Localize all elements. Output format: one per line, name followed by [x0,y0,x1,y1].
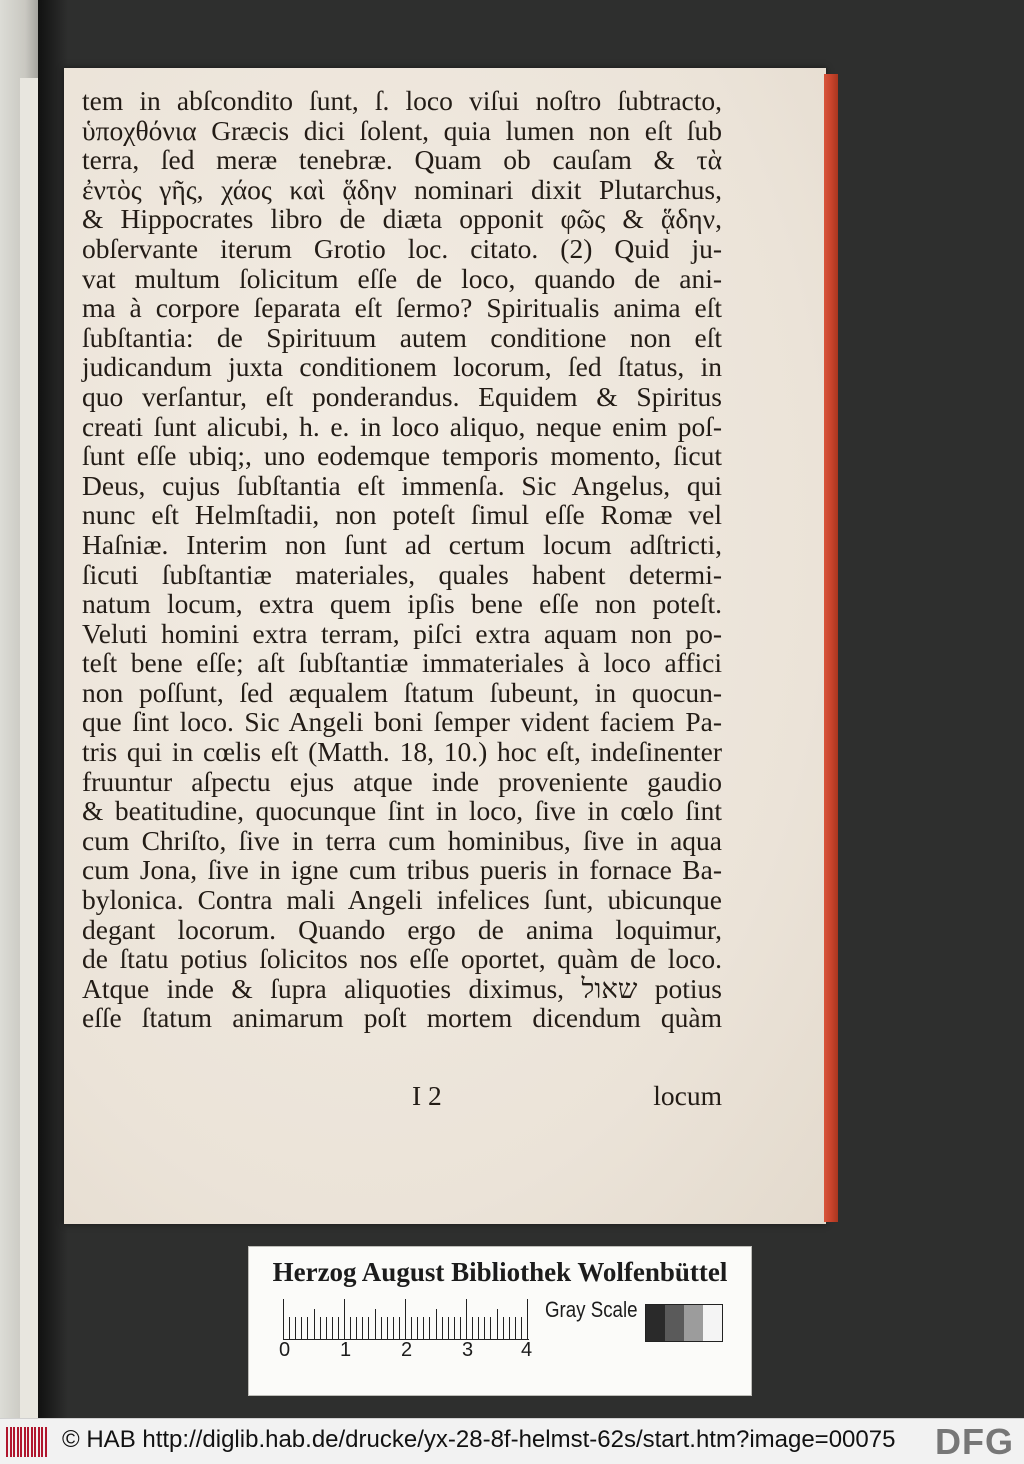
text-line: ὑποχθόνια Græcis dici ſolent, quia lumen non eſt ſub [82,114,722,146]
ruler-tick [466,1299,467,1339]
barcode-bar [24,1427,26,1457]
dfg-logo[interactable]: DFG [935,1421,1014,1462]
text-line: natum locum, extra quem ipſis bene eſſe non poteſt. [82,588,722,620]
ruler-tick [301,1317,302,1339]
text-line: vat multum ſolicitum eſſe de loco, quando de ani- [82,262,722,294]
barcode-bar [6,1427,8,1457]
ruler-tick [509,1317,510,1339]
ruler-tick [381,1317,382,1339]
text-line: Haſniæ. Interim non ſunt ad certum locum adſtricti, [82,528,722,560]
text-line: cum Chriſto, ſive in terra cum hominibus, ſive in aqua [82,824,722,856]
text-line: bylonica. Contra mali Angeli infelices ſunt, ubicunque [82,884,722,916]
ruler-tick [375,1309,376,1339]
text-line: Atque inde & ſupra aliquoties diximus, שאול potius [82,972,723,1004]
scale-ruler [283,1299,543,1349]
viewer-footer-bar [0,1418,1024,1464]
ruler-tick [423,1317,424,1339]
ruler-tick [289,1317,290,1339]
ruler-tick [393,1317,394,1339]
text-line: non poſſunt, ſed æqualem ſtatum ſubeunt, in quocun- [82,676,722,708]
ruler-tick [356,1317,357,1339]
ruler-tick [515,1317,516,1339]
ruler-tick [344,1299,345,1339]
ruler-tick [454,1317,455,1339]
ruler-tick [332,1317,333,1339]
ruler-tick [442,1317,443,1339]
text-line: degant locorum. Quando ergo de anima loquimur, [82,913,722,945]
text-line: obſervante iterum Grotio loc. citato. (2) Quid ju- [82,232,722,264]
ruler-number-4: 4 [521,1339,533,1361]
text-line: ſubſtantia: de Spirituum autem conditione non eſt [82,321,722,353]
page-text [82,86,722,1033]
text-line: ἐντὸς γῆς, χάος καὶ ᾅδην nominari dixit Plutarchus, [82,173,722,205]
ruler-tick [411,1317,412,1339]
text-line: eſſe ſtatum animarum poſt mortem dicendum quàm [82,1002,722,1034]
adjacent-page-edge [20,78,38,1418]
ruler-tick [338,1317,339,1339]
ruler-tick [399,1317,400,1339]
ruler-tick [472,1317,473,1339]
barcode-bar [34,1427,36,1457]
text-line: ſicuti ſubſtantiæ materiales, quales habent determi- [82,558,722,590]
ruler-tick [326,1317,327,1339]
library-label-card [248,1246,752,1396]
text-line: & Hippocrates libro de diæta opponit φῶς & ᾅδην, [82,203,722,235]
text-line: de ſtatu potius ſolicitos nos eſſe oportet, quàm de loco. [82,943,722,975]
ruler-tick [429,1317,430,1339]
barcode-bar [10,1427,12,1457]
text-line: & beatitudine, quocunque ſint in loco, ſive in cœlo ſint [82,795,722,827]
ruler-tick [497,1309,498,1339]
ruler-tick [460,1317,461,1339]
ruler-tick [484,1317,485,1339]
ruler-tick [527,1299,528,1339]
text-line: Veluti homini extra terram, piſci extra aquam non po- [82,617,722,649]
text-line: creati ſunt alicubi, h. e. in loco aliquo, neque enim poſ- [82,410,722,442]
adjacent-page-strip [0,0,42,1418]
hab-barcode-logo[interactable] [6,1427,48,1457]
ruler-tick [362,1317,363,1339]
ruler-tick [503,1317,504,1339]
signature-mark: I 2 [412,1080,442,1111]
gray-scale-label: Gray Scale [545,1297,638,1322]
ruler-number-2: 2 [401,1339,413,1361]
ruler-tick [307,1317,308,1339]
ruler-tick [490,1317,491,1339]
ruler-tick [387,1317,388,1339]
ruler-tick [405,1299,406,1339]
ruler-number-0: 0 [279,1339,291,1361]
ruler-number-3: 3 [462,1339,474,1361]
ruler-tick [320,1317,321,1339]
ruler-tick [478,1317,479,1339]
ruler-number-1: 1 [340,1339,352,1361]
barcode-bar [17,1427,19,1457]
barcode-bar [27,1427,29,1457]
barcode-bar [41,1427,43,1457]
text-line: ſunt eſſe ubiq;, uno eodemque temporis momento, ſicut [82,440,722,472]
barcode-bar [38,1427,40,1457]
ruler-tick [417,1317,418,1339]
ruler-tick [350,1317,351,1339]
ruler-tick [368,1317,369,1339]
text-line: ma à corpore ſeparata eſt ſermo? Spiritualis anima eſt [82,292,722,324]
barcode-bar [20,1427,22,1457]
text-line: teſt bene eſſe; aſt ſubſtantiæ immateriales à loco affici [82,647,722,679]
ruler-tick [295,1317,296,1339]
text-line: terra, ſed meræ tenebræ. Quam ob cauſam & τὰ [82,144,722,176]
ruler-tick [436,1309,437,1339]
red-page-edge [824,74,838,1222]
ruler-tick [521,1317,522,1339]
text-line: quo verſantur, eſt ponderandus. Equidem & Spiritus [82,380,722,412]
text-line: judicandum juxta conditionem locorum, ſed ſtatus, in [82,351,722,383]
ruler-tick [448,1317,449,1339]
text-line: Deus, cujus ſubſtantia eſt immenſa. Sic Angelus, qui [82,469,722,501]
text-line: nunc eſt Helmſtadii, non poteſt ſimul eſſe Romæ vel [82,499,722,531]
ruler-tick [283,1299,284,1339]
source-url-text[interactable]: © HAB http://diglib.hab.de/drucke/yx-28-8f-helmst-62s/start.htm?image=00075 [62,1426,896,1453]
library-name: Herzog August Bibliothek Wolfenbüttel [272,1257,728,1287]
text-line: fruuntur aſpectu ejus atque inde proveniente gaudio [82,765,722,797]
text-line: tem in abſcondito ſunt, ſ. loco viſui noſtro ſubtracto, [82,85,722,116]
text-line: tris qui in cœlis eſt (Matth. 18, 10.) hoc eſt, indeſinenter [82,736,722,768]
page-footer [82,1080,722,1110]
barcode-bar [45,1427,47,1457]
barcode-bar [13,1427,15,1457]
catchword: locum [653,1080,722,1111]
barcode-bar [31,1427,33,1457]
text-line: que ſint loco. Sic Angeli boni ſemper vident faciem Pa- [82,706,722,738]
text-line: cum Jona, ſive in igne cum tribus pueris in fornace Ba- [82,854,722,886]
gray-swatch-white [703,1305,722,1341]
ruler-tick [314,1309,315,1339]
